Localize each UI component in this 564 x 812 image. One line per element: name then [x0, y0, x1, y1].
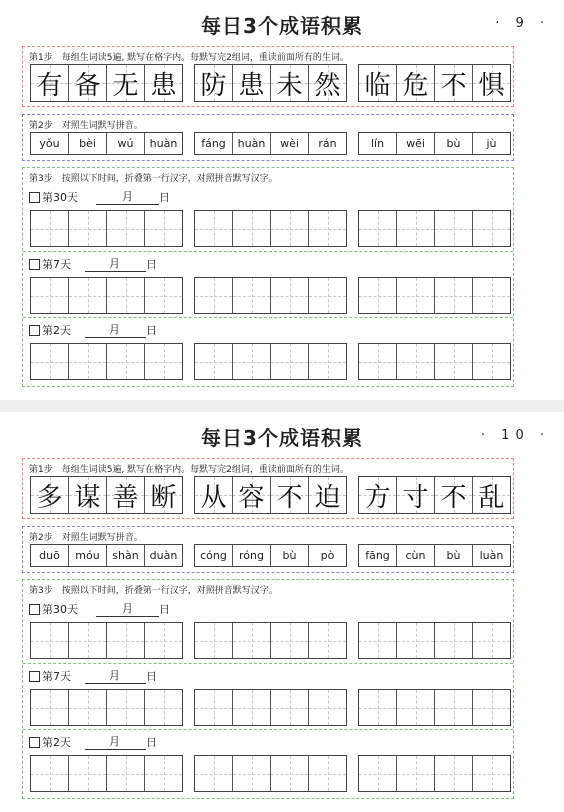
step1-instruction: 第1步 每组生词读5遍, 默写在格字内。每默写完2组词，重读前面所有的生词。 [29, 53, 349, 63]
month-blank[interactable] [96, 604, 122, 617]
review-checkbox[interactable] [29, 604, 40, 615]
writing-cell[interactable] [233, 756, 271, 791]
writing-cell[interactable] [107, 690, 145, 725]
writing-cell[interactable] [69, 278, 107, 313]
writing-cell[interactable] [271, 756, 309, 791]
pinyin-cell: móu [69, 545, 107, 566]
writing-cell[interactable] [233, 690, 271, 725]
writing-cell[interactable] [309, 211, 346, 246]
idiom-char: 防 [200, 70, 227, 101]
writing-cell[interactable] [69, 211, 107, 246]
step2-box [22, 526, 514, 573]
char-cell [359, 65, 397, 101]
writing-cell[interactable] [271, 344, 309, 379]
writing-cell[interactable] [195, 344, 233, 379]
idiom-char: 有 [36, 70, 63, 101]
writing-cell[interactable] [397, 756, 435, 791]
step1-box [22, 458, 514, 519]
idiom-char: 危 [402, 70, 429, 101]
writing-grid[interactable] [30, 210, 183, 247]
writing-cell[interactable] [233, 211, 271, 246]
idiom-group [194, 64, 347, 102]
idiom-char: 惧 [478, 70, 505, 101]
writing-cell[interactable] [309, 623, 346, 658]
writing-cell[interactable] [271, 211, 309, 246]
char-cell [233, 477, 271, 513]
writing-cell[interactable] [473, 623, 510, 658]
step2-instruction: 第2步 对照生词默写拼音。 [29, 121, 143, 131]
writing-cell[interactable] [195, 278, 233, 313]
idiom-char: 患 [238, 70, 265, 101]
writing-grid[interactable] [30, 622, 183, 659]
pinyin-cell: duàn [149, 549, 178, 562]
pinyin-cell: wēi [397, 133, 435, 154]
pinyin-cell: róng [233, 545, 271, 566]
idiom-char: 谋 [74, 482, 101, 513]
char-cell [271, 477, 309, 513]
writing-grid[interactable] [194, 689, 347, 726]
pinyin-cell: luàn [479, 549, 504, 562]
char-cell [309, 477, 346, 513]
pinyin-cell: yǒu [31, 133, 69, 154]
writing-cell[interactable] [31, 690, 69, 725]
day-blank[interactable] [120, 737, 146, 750]
idiom-char: 善 [112, 482, 139, 513]
section-divider [23, 317, 513, 318]
idiom-char: 乱 [478, 482, 505, 513]
writing-cell[interactable] [145, 690, 182, 725]
writing-cell[interactable] [435, 211, 473, 246]
month-label: 月 [122, 602, 133, 615]
month-label: 月 [109, 669, 120, 682]
day-blank[interactable] [133, 604, 159, 617]
month-blank[interactable] [96, 192, 122, 205]
idiom-char: 方 [364, 482, 391, 513]
pinyin-group [194, 544, 347, 567]
writing-cell[interactable] [359, 211, 397, 246]
pinyin-group [358, 132, 511, 155]
writing-cell[interactable] [435, 278, 473, 313]
review-date-row [29, 321, 157, 338]
pinyin-cell: bù [271, 545, 309, 566]
review-date-row [29, 600, 170, 617]
pinyin-cell: duō [31, 545, 69, 566]
pinyin-cell: lín [359, 133, 397, 154]
writing-cell[interactable] [31, 211, 69, 246]
writing-grid[interactable] [194, 210, 347, 247]
idiom-char: 患 [150, 70, 177, 101]
char-cell [435, 65, 473, 101]
writing-cell[interactable] [397, 623, 435, 658]
writing-cell[interactable] [435, 756, 473, 791]
pinyin-group [194, 132, 347, 155]
writing-grid[interactable] [30, 689, 183, 726]
pinyin-cell: pò [320, 549, 335, 562]
pinyin-group [358, 544, 511, 567]
review-checkbox[interactable] [29, 671, 40, 682]
page-title: 每日3个成语积累 [201, 14, 363, 38]
page-1 [0, 0, 564, 400]
pinyin-group [30, 132, 183, 155]
review-date-row [29, 255, 157, 272]
writing-cell[interactable] [31, 623, 69, 658]
writing-cell[interactable] [145, 278, 182, 313]
idiom-group [30, 64, 183, 102]
writing-cell[interactable] [359, 756, 397, 791]
month-blank[interactable] [85, 325, 109, 338]
idiom-char: 寸 [402, 482, 429, 513]
pinyin-cell: cóng [195, 545, 233, 566]
char-cell [271, 65, 309, 101]
step3-box [22, 579, 514, 799]
writing-cell[interactable] [473, 211, 510, 246]
writing-cell[interactable] [473, 278, 510, 313]
month-blank[interactable] [85, 259, 109, 272]
char-cell [145, 65, 182, 101]
idiom-char: 从 [200, 482, 227, 513]
writing-cell[interactable] [473, 690, 510, 725]
char-cell [107, 477, 145, 513]
pinyin-cell: jù [486, 137, 497, 150]
writing-grid[interactable] [194, 277, 347, 314]
day-blank[interactable] [120, 325, 146, 338]
writing-cell[interactable] [435, 344, 473, 379]
writing-cell[interactable] [233, 278, 271, 313]
char-cell [107, 65, 145, 101]
pinyin-cell: rán [318, 137, 337, 150]
char-cell [31, 65, 69, 101]
writing-grid[interactable] [358, 277, 511, 314]
page-separator [0, 400, 564, 412]
pinyin-cell: bèi [69, 133, 107, 154]
review-day-label: 第7天 [42, 670, 71, 683]
month-label: 月 [109, 735, 120, 748]
writing-grid[interactable] [30, 277, 183, 314]
idiom-char: 迫 [314, 482, 341, 513]
review-day-label: 第2天 [42, 736, 71, 749]
writing-cell[interactable] [107, 756, 145, 791]
writing-cell[interactable] [397, 211, 435, 246]
review-checkbox[interactable] [29, 192, 40, 203]
pinyin-cell: fáng [195, 133, 233, 154]
pinyin-cell: bù [435, 545, 473, 566]
char-cell [309, 65, 346, 101]
writing-cell[interactable] [31, 344, 69, 379]
char-cell [233, 65, 271, 101]
writing-cell[interactable] [107, 344, 145, 379]
pinyin-cell: fāng [359, 545, 397, 566]
writing-cell[interactable] [69, 344, 107, 379]
writing-grid[interactable] [358, 689, 511, 726]
step3-box [22, 167, 514, 387]
idiom-char: 多 [36, 482, 63, 513]
writing-cell[interactable] [195, 211, 233, 246]
writing-cell[interactable] [145, 344, 182, 379]
writing-cell[interactable] [107, 623, 145, 658]
writing-cell[interactable] [233, 344, 271, 379]
writing-cell[interactable] [397, 278, 435, 313]
review-checkbox[interactable] [29, 325, 40, 336]
page-number: · 10 · [480, 428, 550, 443]
month-blank[interactable] [85, 737, 109, 750]
day-label: 日 [146, 324, 157, 337]
pinyin-cell: huàn [233, 133, 271, 154]
writing-grid[interactable] [30, 755, 183, 792]
writing-cell[interactable] [309, 690, 346, 725]
writing-cell[interactable] [233, 623, 271, 658]
char-cell [69, 65, 107, 101]
review-checkbox[interactable] [29, 259, 40, 270]
writing-grid[interactable] [358, 210, 511, 247]
writing-cell[interactable] [473, 756, 510, 791]
idiom-char: 未 [276, 70, 303, 101]
day-blank[interactable] [120, 671, 146, 684]
page-number: · 9 · [495, 16, 550, 31]
pinyin-cell: bù [435, 133, 473, 154]
review-day-label: 第30天 [42, 603, 78, 616]
idiom-char: 无 [112, 70, 139, 101]
day-label: 日 [159, 191, 170, 204]
review-day-label: 第30天 [42, 191, 78, 204]
writing-grid[interactable] [30, 343, 183, 380]
idiom-char: 临 [364, 70, 391, 101]
writing-grid[interactable] [358, 755, 511, 792]
writing-grid[interactable] [358, 622, 511, 659]
writing-cell[interactable] [69, 690, 107, 725]
char-cell [397, 477, 435, 513]
review-date-row [29, 667, 157, 684]
month-label: 月 [122, 190, 133, 203]
day-label: 日 [146, 670, 157, 683]
writing-cell[interactable] [107, 211, 145, 246]
char-cell [195, 65, 233, 101]
writing-cell[interactable] [271, 278, 309, 313]
writing-cell[interactable] [435, 623, 473, 658]
writing-cell[interactable] [31, 756, 69, 791]
writing-cell[interactable] [309, 756, 346, 791]
char-cell [473, 65, 510, 101]
month-label: 月 [109, 257, 120, 270]
day-blank[interactable] [133, 192, 159, 205]
writing-cell[interactable] [271, 690, 309, 725]
writing-cell[interactable] [107, 278, 145, 313]
idiom-group [358, 64, 511, 102]
day-label: 日 [159, 603, 170, 616]
writing-cell[interactable] [195, 690, 233, 725]
writing-cell[interactable] [359, 690, 397, 725]
review-checkbox[interactable] [29, 737, 40, 748]
step1-instruction: 第1步 每组生词读5遍, 默写在格字内。每默写完2组词，重读前面所有的生词。 [29, 465, 349, 475]
pinyin-cell: wú [107, 133, 145, 154]
writing-cell[interactable] [145, 756, 182, 791]
idiom-char: 容 [238, 482, 265, 513]
writing-cell[interactable] [309, 278, 346, 313]
char-cell [31, 477, 69, 513]
writing-grid[interactable] [358, 343, 511, 380]
review-date-row [29, 733, 157, 750]
writing-cell[interactable] [145, 623, 182, 658]
idiom-char: 然 [314, 70, 341, 101]
pinyin-cell: wèi [271, 133, 309, 154]
idiom-char: 不 [440, 70, 467, 101]
writing-cell[interactable] [359, 278, 397, 313]
idiom-group [30, 476, 183, 514]
writing-cell[interactable] [473, 344, 510, 379]
writing-cell[interactable] [69, 756, 107, 791]
writing-cell[interactable] [359, 623, 397, 658]
idiom-char: 断 [150, 482, 177, 513]
review-date-row [29, 188, 170, 205]
pinyin-cell: huàn [149, 137, 178, 150]
writing-cell[interactable] [435, 690, 473, 725]
day-blank[interactable] [120, 259, 146, 272]
pinyin-cell: shàn [107, 545, 145, 566]
month-label: 月 [109, 323, 120, 336]
page-title: 每日3个成语积累 [201, 426, 363, 450]
writing-grid[interactable] [194, 343, 347, 380]
review-day-label: 第7天 [42, 258, 71, 271]
day-label: 日 [146, 258, 157, 271]
review-day-label: 第2天 [42, 324, 71, 337]
idiom-char: 备 [74, 70, 101, 101]
idiom-group [358, 476, 511, 514]
writing-cell[interactable] [195, 623, 233, 658]
section-divider [23, 729, 513, 730]
day-label: 日 [146, 736, 157, 749]
writing-cell[interactable] [397, 690, 435, 725]
writing-cell[interactable] [195, 756, 233, 791]
writing-cell[interactable] [145, 211, 182, 246]
writing-cell[interactable] [359, 344, 397, 379]
page-2 [0, 412, 564, 812]
writing-grid[interactable] [194, 755, 347, 792]
char-cell [69, 477, 107, 513]
step3-instruction: 第3步 按照以下时间，折叠第一行汉字，对照拼音默写汉字。 [29, 586, 278, 596]
char-cell [195, 477, 233, 513]
step2-instruction: 第2步 对照生词默写拼音。 [29, 533, 143, 543]
char-cell [473, 477, 510, 513]
pinyin-group [30, 544, 183, 567]
writing-cell[interactable] [309, 344, 346, 379]
writing-grid[interactable] [194, 622, 347, 659]
step1-box [22, 46, 514, 107]
writing-cell[interactable] [31, 278, 69, 313]
pinyin-cell: cùn [397, 545, 435, 566]
char-cell [145, 477, 182, 513]
char-cell [397, 65, 435, 101]
idiom-group [194, 476, 347, 514]
idiom-char: 不 [276, 482, 303, 513]
section-divider [23, 251, 513, 252]
section-divider [23, 663, 513, 664]
step2-box [22, 114, 514, 161]
char-cell [359, 477, 397, 513]
idiom-char: 不 [440, 482, 467, 513]
step3-instruction: 第3步 按照以下时间，折叠第一行汉字，对照拼音默写汉字。 [29, 174, 278, 184]
writing-cell[interactable] [271, 623, 309, 658]
month-blank[interactable] [85, 671, 109, 684]
writing-cell[interactable] [397, 344, 435, 379]
char-cell [435, 477, 473, 513]
writing-cell[interactable] [69, 623, 107, 658]
